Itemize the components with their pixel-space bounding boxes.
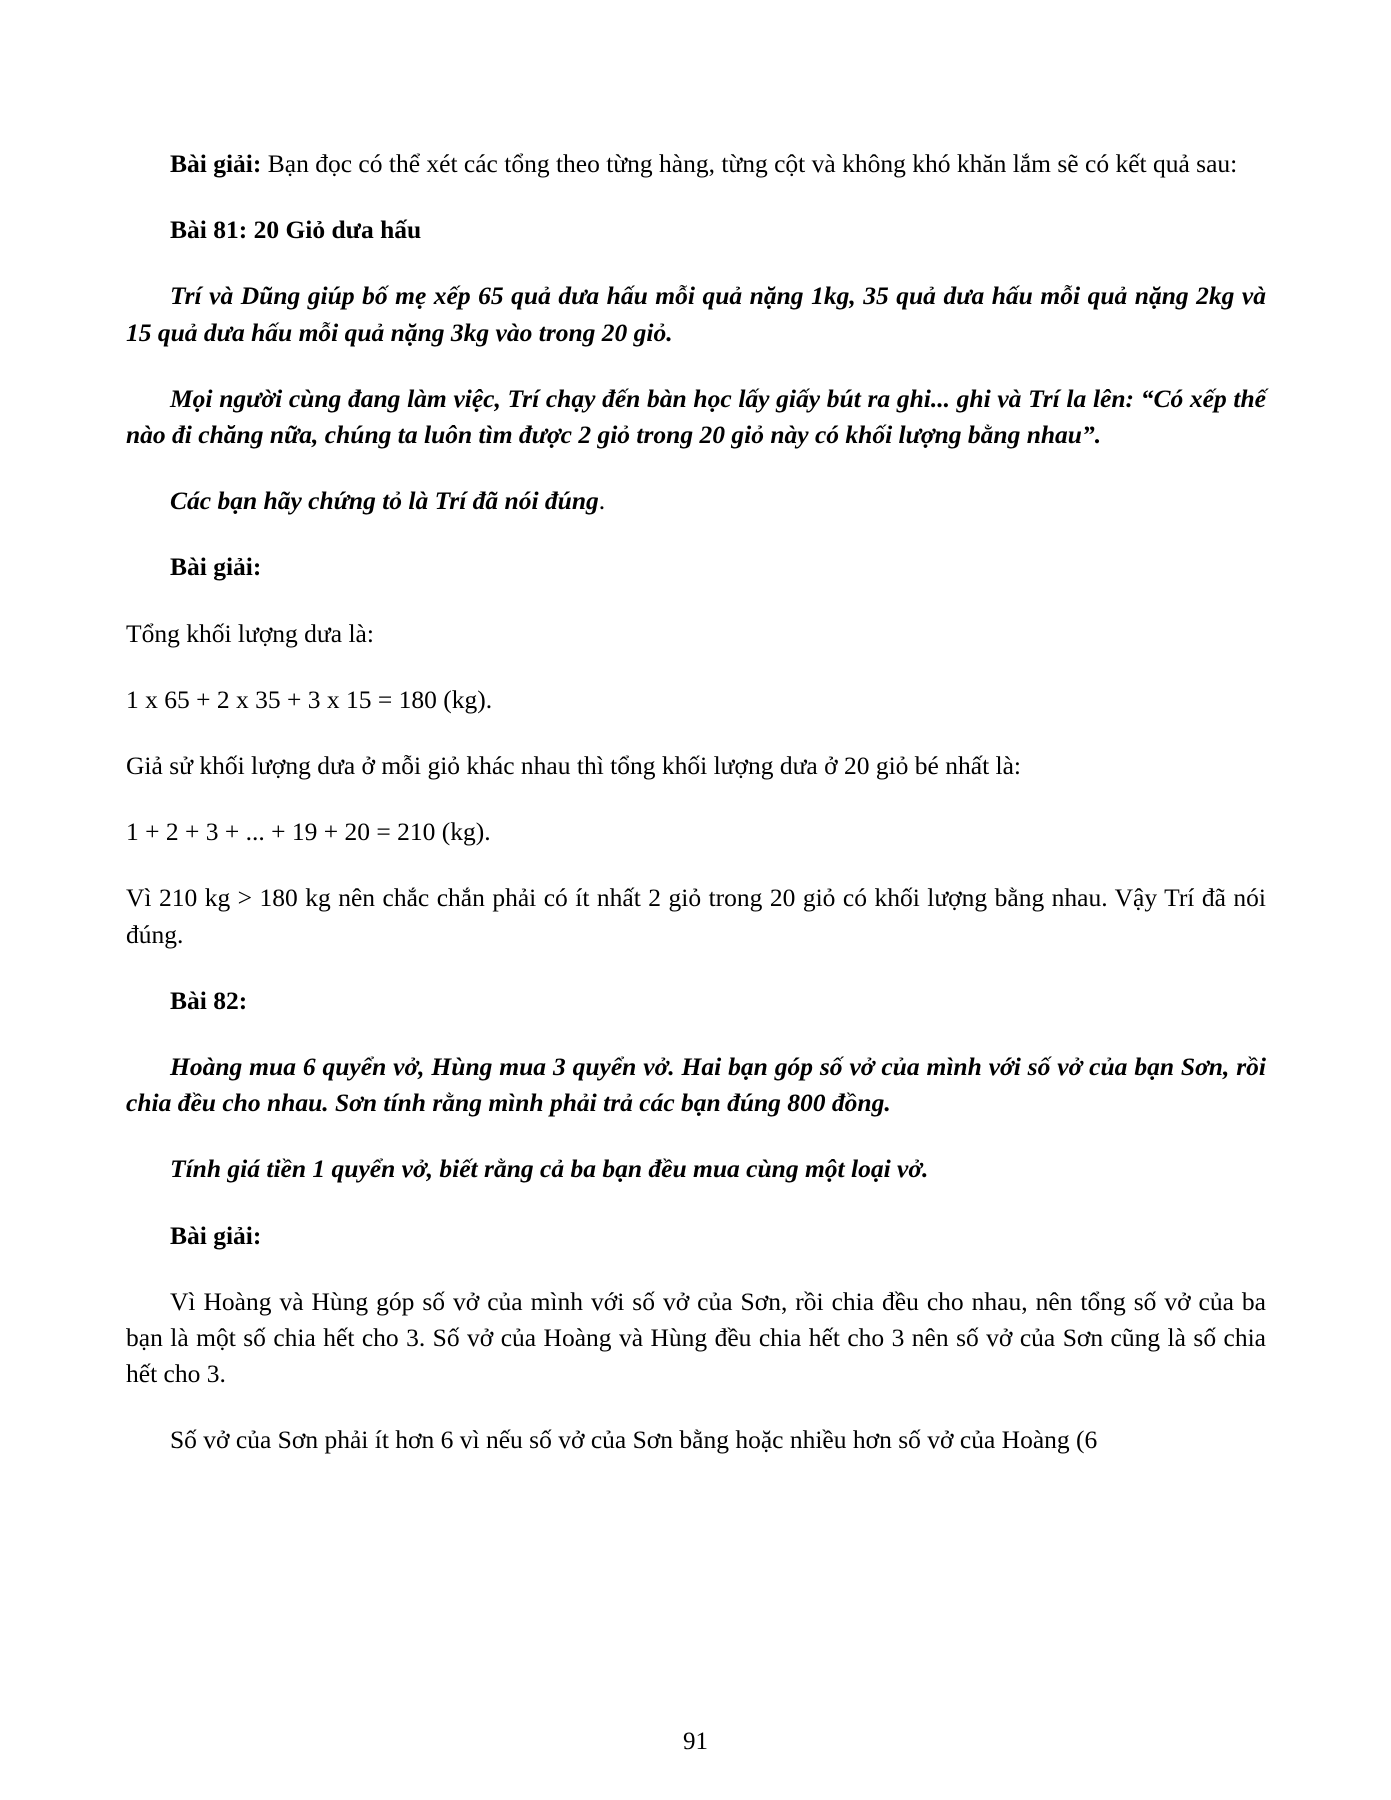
solution-intro-text: Bạn đọc có thể xét các tổng theo từng hàng, từng cột và không khó khăn lắm sẽ có kết quả sau: (261, 149, 1238, 178)
exercise-81-paragraph-1: Trí và Dũng giúp bố mẹ xếp 65 quả dưa hấu mỗi quả nặng 1kg, 35 quả dưa hấu mỗi quả nặng 2kg và 15 quả dưa hấu mỗi quả nặng 3kg vào trong 20 giỏ. (126, 281, 1266, 347)
exercise-81-solution-label: Bài giải: (170, 552, 262, 582)
exercise-81-solution-line-5: Vì 210 kg > 180 kg nên chắc chắn phải có ít nhất 2 giỏ trong 20 giỏ có khối lượng bằng nhau. Vậy Trí đã nói đúng. (126, 883, 1266, 949)
exercise-82-paragraph-1: Hoàng mua 6 quyển vở, Hùng mua 3 quyển vở. Hai bạn góp số vở của mình với số vở của bạn Sơn, rồi chia đều cho nhau. Sơn tính rằng mình phải trả các bạn đúng 800 đồng. (126, 1052, 1266, 1118)
exercise-81-solution-line-2: 1 x 65 + 2 x 35 + 3 x 15 = 180 (kg). (126, 684, 493, 714)
exercise-82-paragraph-2: Tính giá tiền 1 quyển vở, biết rằng cả ba bạn đều mua cùng một loại vở. (170, 1154, 929, 1184)
page-number: 91 (683, 1728, 708, 1755)
exercise-81-solution-line-3: Giả sử khối lượng dưa ở mỗi giỏ khác nhau thì tổng khối lượng dưa ở 20 giỏ bé nhất là: (126, 751, 1022, 781)
exercise-82-title: Bài 82: (170, 985, 248, 1015)
solution-intro-paragraph (126, 146, 1266, 182)
page-content (126, 0, 1266, 1459)
exercise-81-title: Bài 81: 20 Giỏ dưa hấu (170, 215, 422, 245)
exercise-82-solution-line-1: Vì Hoàng và Hùng góp số vở của mình với số vở của Sơn, rồi chia đều cho nhau, nên tổng số vở của ba bạn là một số chia hết cho 3. Số vở của Hoàng và Hùng đều chia hết cho 3 nên số vở của Sơn cũng là số chia hết cho 3. (126, 1286, 1266, 1389)
exercise-81-paragraph-3 (126, 483, 1266, 519)
exercise-81-paragraph-2: Mọi người cùng đang làm việc, Trí chạy đến bàn học lấy giấy bút ra ghi... ghi và Trí la lên: “Có xếp thế nào đi chăng nữa, chúng ta luôn tìm được 2 giỏ trong 20 giỏ này có khối lượng bằng nhau”. (126, 383, 1266, 450)
solution-intro-label: Bài giải: (170, 149, 262, 178)
exercise-82-solution-label: Bài giải: (170, 1220, 262, 1250)
exercise-81-prove-period: . (598, 486, 606, 516)
exercise-81-solution-line-4: 1 + 2 + 3 + ... + 19 + 20 = 210 (kg). (126, 817, 491, 847)
exercise-81-prove-text: Các bạn hãy chứng tỏ là Trí đã nói đúng (170, 486, 599, 516)
exercise-82-solution-line-2: Số vở của Sơn phải ít hơn 6 vì nếu số vở của Sơn bằng hoặc nhiều hơn số vở của Hoàng (6 (170, 1425, 1098, 1455)
exercise-81-solution-line-1: Tổng khối lượng dưa là: (126, 618, 374, 648)
page-header (126, 0, 1266, 70)
